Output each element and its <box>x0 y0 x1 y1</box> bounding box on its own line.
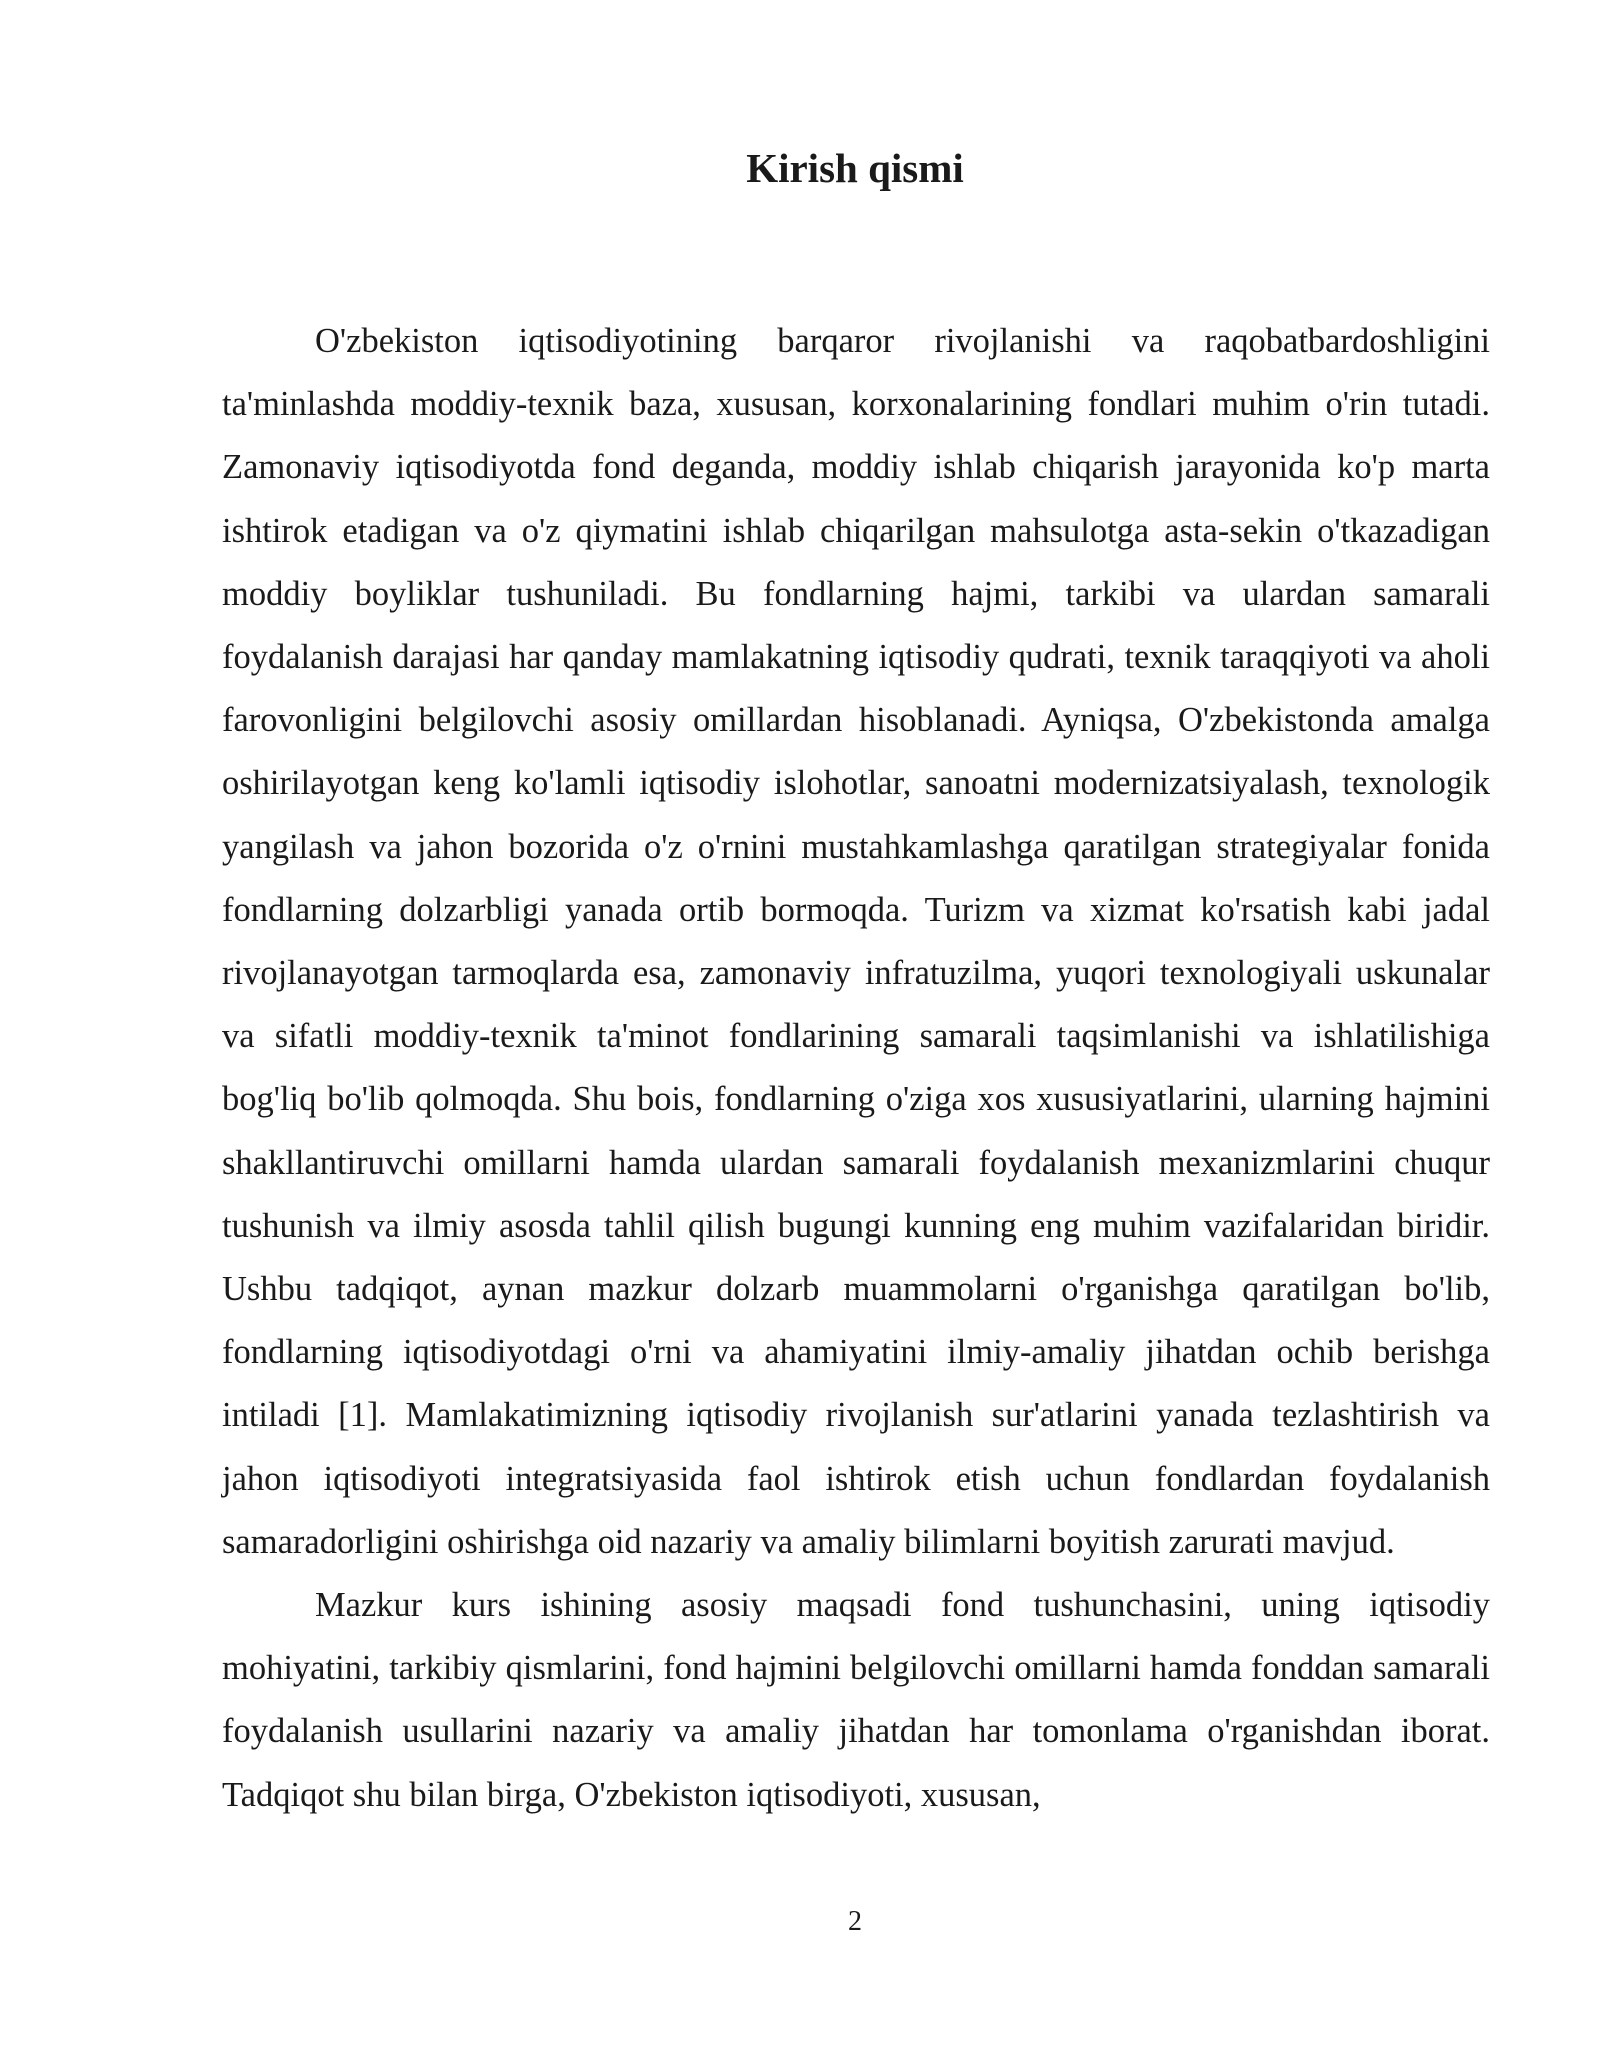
paragraph-intro: O'zbekiston iqtisodiyotining barqaror rivojlanishi va raqobatbardoshligini ta'minlashda moddiy-texnik baza, xususan, korxonalarining fondlari muhim o'rin tutadi. Zamonaviy iqtisodiyotda fond deganda, moddiy ishlab chiqarish jarayonida ko'p marta ishtirok etadigan va o'z qiymatini ishlab chiqarilgan mahsulotga asta-sekin o'tkazadigan moddiy boyliklar tushuniladi. Bu fondlarning hajmi, tarkibi va ulardan samarali foydalanish darajasi har qanday mamlakatning iqtisodiy qudrati, texnik taraqqiyoti va aholi farovonligini belgilovchi asosiy omillardan hisoblanadi. Ayniqsa, O'zbekistonda amalga oshirilayotgan keng ko'lamli iqtisodiy islohotlar, sanoatni modernizatsiyalash, texnologik yangilash va jahon bozorida o'z o'rnini mustahkamlashga qaratilgan strategiyalar fonida fondlarning dolzarbligi yanada ortib bormoqda. Turizm va xizmat ko'rsatish kabi jadal rivojlanayotgan tarmoqlarda esa, zamonaviy infratuzilma, yuqori texnologiyali uskunalar va sifatli moddiy-texnik ta'minot fondlarining samarali taqsimlanishi va ishlatilishiga bog'liq bo'lib qolmoqda. Shu bois, fondlarning o'ziga xos xususiyatlarini, ularning hajmini shakllantiruvchi omillarni hamda ulardan samarali foydalanish mexanizmlarini chuqur tushunish va ilmiy asosda tahlil qilish bugungi kunning eng muhim vazifalaridan biridir. Ushbu tadqiqot, aynan mazkur dolzarb muammolarni o'rganishga qaratilgan bo'lib, fondlarning iqtisodiyotdagi o'rni va ahamiyatini ilmiy-amaliy jihatdan ochib berishga intiladi [1]. Mamlakatimizning iqtisodiy rivojlanish sur'atlarini yanada tezlashtirish va jahon iqtisodiyoti integratsiyasida faol ishtirok etish uchun fondlardan foydalanish samaradorligini oshirishga oid nazariy va amaliy bilimlarni boyitish zarurati mavjud. <box>222 322 1490 1561</box>
page-title: Kirish qismi <box>746 145 964 191</box>
body-text <box>222 310 1490 1827</box>
paragraph-goal: Mazkur kurs ishining asosiy maqsadi fond tushunchasini, uning iqtisodiy mohiyatini, tarkibiy qismlarini, fond hajmini belgilovchi omillarni hamda fonddan samarali foydalanish usullarini nazariy va amaliy jihatdan har tomonlama o'rganishdan iborat. Tadqiqot shu bilan birga, O'zbekiston iqtisodiyoti, xususan, <box>222 1586 1490 1814</box>
page-number: 2 <box>848 1906 862 1937</box>
